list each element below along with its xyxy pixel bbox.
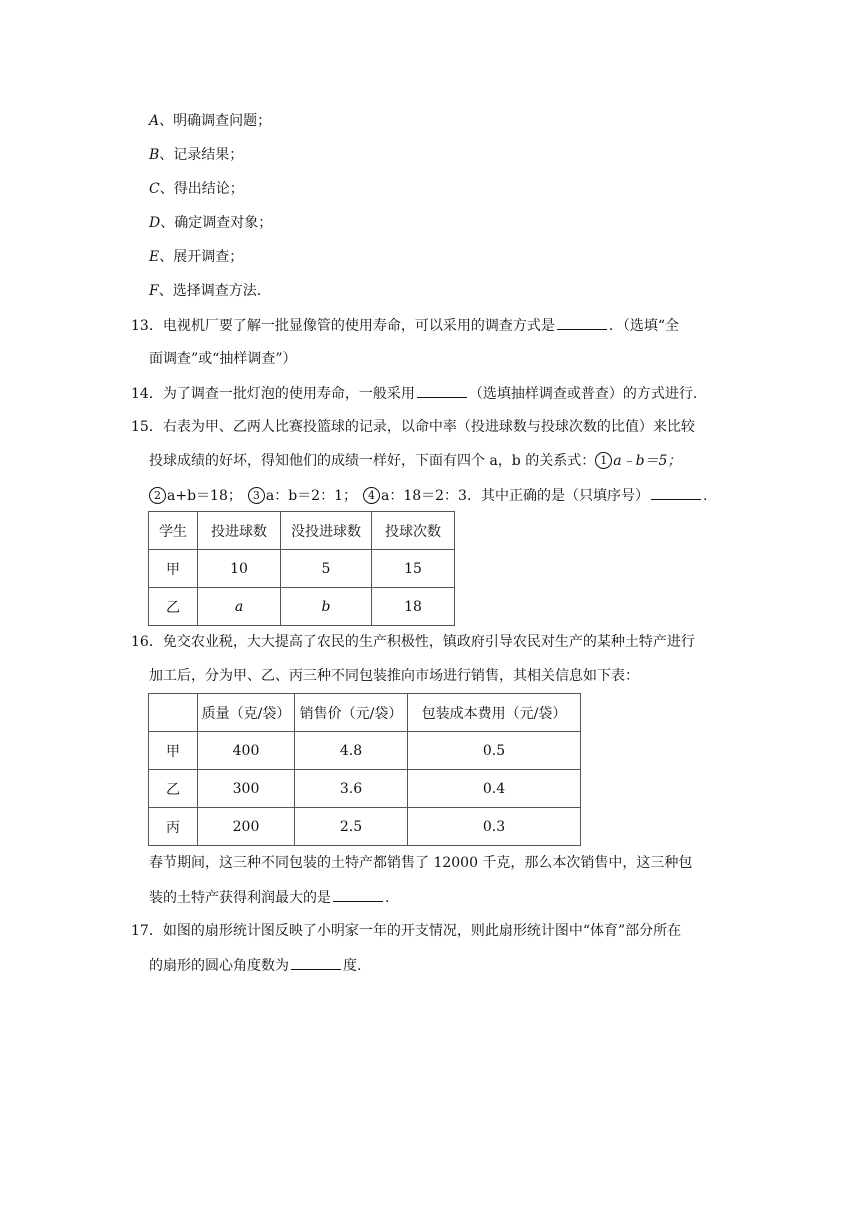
circled-number-2: 2 bbox=[149, 487, 166, 504]
question-15-line-2: 投球成绩的好坏，得知他们的成绩一样好，下面有四个 a，b 的关系式： 1 a﹣b＝5； bbox=[149, 453, 682, 469]
product-info-table bbox=[148, 693, 581, 846]
answer-blank bbox=[333, 887, 383, 902]
question-17-line-1: 17．如图的扇形统计图反映了小明家一年的开支情况，则此扇形统计图中“体育”部分所在 bbox=[131, 923, 682, 939]
step-c: C、得出结论； bbox=[149, 181, 244, 197]
question-16-line-3: 春节期间，这三种不同包装的土特产都销售了 12000 千克，那么本次销售中，这三种包 bbox=[149, 855, 693, 871]
question-16-line-4: 装的土特产获得利润最大的是 . bbox=[149, 887, 389, 908]
circled-number-4: 4 bbox=[363, 487, 380, 504]
circled-number-1: 1 bbox=[595, 452, 612, 469]
question-16-line-2: 加工后，分为甲、乙、丙三种不同包装推向市场进行销售，其相关信息如下表： bbox=[149, 668, 639, 684]
table-header-row: 学生 投进球数 没投进球数 投球次数 bbox=[149, 512, 455, 550]
step-e: E、展开调查； bbox=[149, 249, 244, 265]
question-14: 14．为了调查一批灯泡的使用寿命，一般采用 （选填抽样调查或普查）的方式进行. bbox=[131, 383, 697, 404]
question-number: 15． bbox=[131, 419, 163, 435]
shooting-record-table bbox=[148, 511, 455, 626]
table-header-row: 质量（克/袋） 销售价（元/袋） 包装成本费用（元/袋） bbox=[149, 694, 581, 732]
question-number: 16． bbox=[131, 634, 163, 650]
question-17-line-2: 的扇形的圆心角度数为 度. bbox=[149, 955, 361, 976]
table-row: 乙 300 3.6 0.4 bbox=[149, 770, 581, 808]
table-row: 甲 400 4.8 0.5 bbox=[149, 732, 581, 770]
question-15-line-3: 2 a+b＝18； 3 a：b＝2：1； 4 a：18＝2：3．其中正确的是（只填序号） . bbox=[149, 485, 707, 506]
table-row: 丙 200 2.5 0.3 bbox=[149, 808, 581, 846]
question-number: 13． bbox=[131, 318, 163, 334]
answer-blank bbox=[291, 955, 341, 970]
step-d: D、确定调查对象； bbox=[149, 215, 273, 231]
question-13-line-2: 面调查”或“抽样调查”） bbox=[149, 351, 297, 367]
answer-blank bbox=[557, 315, 607, 330]
table-row: 乙 a b 18 bbox=[149, 588, 455, 626]
answer-blank bbox=[417, 383, 467, 398]
step-b: B、记录结果； bbox=[149, 147, 244, 163]
answer-blank bbox=[651, 485, 701, 500]
table-row: 甲 10 5 15 bbox=[149, 550, 455, 588]
question-number: 14． bbox=[131, 386, 163, 402]
question-15-line-1: 15．右表为甲、乙两人比赛投篮球的记录，以命中率（投进球数与投球次数的比值）来比较 bbox=[131, 419, 695, 435]
step-f: F、选择调查方法. bbox=[149, 283, 262, 299]
question-16-line-1: 16．免交农业税，大大提高了农民的生产积极性，镇政府引导农民对生产的某种土特产进行 bbox=[131, 634, 695, 650]
question-13-line-1: 13．电视机厂要了解一批显像管的使用寿命，可以采用的调查方式是 ．（选填“全 bbox=[131, 315, 679, 336]
step-a: A、明确调查问题； bbox=[149, 113, 272, 129]
question-number: 17． bbox=[131, 923, 163, 939]
circled-number-3: 3 bbox=[248, 487, 265, 504]
